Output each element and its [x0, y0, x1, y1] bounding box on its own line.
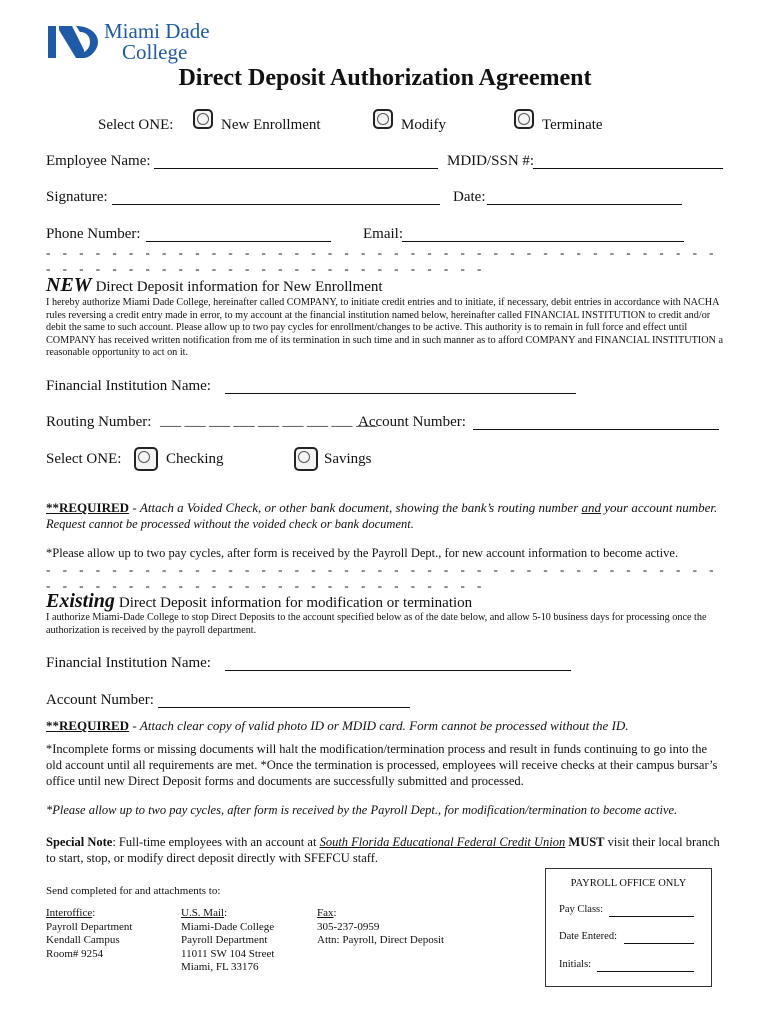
initials-label: Initials: [559, 959, 592, 970]
interoffice-block: Interoffice: Payroll Department Kendall Campus Room# 9254 [46, 907, 133, 960]
section-divider: - - - - - - - - - - - - - - - - - - - - - - - - - - - - - - - - - - - - - - - - - - - - - - - - - - - - - - - - - - - - - - - - - - - - [46, 245, 718, 276]
select-one-label: Select ONE: [98, 117, 174, 133]
mail-line: Miami-Dade College [181, 920, 275, 933]
incomplete-note: *Incomplete forms or missing documents will halt the modification/termination process and result in funds continuing to go into the old account until all requirements are met. *Once the termination is processed, employees will receive checks at their campus bursar’s office until new Direct Deposit forms and documents are successfully submitted and processed. [46, 742, 718, 788]
phone-label: Phone Number: [46, 226, 141, 242]
fax-line: Attn: Payroll, Direct Deposit [317, 934, 445, 946]
logo-line-2: College [122, 40, 188, 64]
checking-checkbox[interactable] [134, 447, 158, 471]
new-enrollment-label: New Enrollment [221, 117, 321, 133]
special-note-label: Special Note [46, 835, 113, 849]
send-heading: Send completed for and attachments to: [46, 885, 221, 897]
terminate-label: Terminate [542, 117, 603, 133]
routing-field[interactable]: ___ ___ ___ ___ ___ ___ ___ ___ ___ [160, 414, 377, 429]
employee-name-label: Employee Name: [46, 153, 151, 169]
signature-label: Signature: [46, 189, 108, 205]
routing-label: Routing Number: [46, 414, 152, 430]
new-institution-label: Financial Institution Name: [46, 378, 211, 394]
section-divider-2: - - - - - - - - - - - - - - - - - - - - - - - - - - - - - - - - - - - - - - - - - - - - - - - - - - - - - - - - - - - - - - - - - - - - [46, 562, 718, 593]
terminate-checkbox[interactable] [514, 109, 534, 129]
new-required-and: and [581, 500, 602, 515]
existing-required-label: **REQUIRED [46, 718, 130, 733]
college-logo-icon [46, 22, 100, 62]
phone-field[interactable] [146, 241, 331, 242]
account-label: Account Number: [358, 414, 466, 430]
date-entered-field[interactable] [624, 943, 694, 944]
mail-line: Miami, FL 33176 [181, 961, 259, 973]
checking-label: Checking [166, 451, 224, 467]
new-required-line-2: Request cannot be processed without the voided check or bank document. [46, 517, 414, 531]
new-required-text-1: Attach a Voided Check, or other bank document, showing the bank’s routing number [139, 500, 582, 515]
new-required-text-2: your account number. [601, 500, 718, 515]
modify-label: Modify [401, 117, 446, 133]
interoffice-line: Payroll Department [46, 920, 133, 933]
form-title: Direct Deposit Authorization Agreement [178, 65, 592, 91]
email-field[interactable] [402, 241, 684, 242]
new-heading-text: Direct Deposit information for New Enrollment [95, 279, 383, 295]
existing-institution-field[interactable] [225, 670, 571, 671]
special-note-text-2: visit their local branch to start, stop, or modify direct deposit directly with SFEFCU staff. [46, 835, 720, 865]
mdid-ssn-label: MDID/SSN #: [447, 153, 535, 169]
existing-allow-note: *Please allow up to two pay cycles, after form is received by the Payroll Dept., for modification/termination to become active. [46, 803, 678, 817]
existing-authorization-text: I authorize Miami-Dade College to stop Direct Deposits to the account specified below as of the date below, and allow 5-10 business days for processing once the authorization is received by the payroll department. [46, 612, 707, 636]
account-field[interactable] [473, 429, 719, 430]
pay-class-field[interactable] [609, 916, 694, 917]
new-institution-field[interactable] [225, 393, 576, 394]
fax-title: Fax [317, 907, 334, 919]
payroll-office-title: PAYROLL OFFICE ONLY [570, 878, 687, 889]
employee-name-field[interactable] [154, 168, 438, 169]
existing-required-note: **REQUIRED - Attach clear copy of valid photo ID or MDID card. Form cannot be processed without the ID. [46, 718, 629, 733]
savings-label: Savings [324, 451, 372, 467]
payroll-office-box [545, 868, 712, 987]
existing-institution-label: Financial Institution Name: [46, 655, 211, 671]
mail-block: U.S. Mail: Miami-Dade College Payroll Department 11011 SW 104 Street Miami, FL 33176 [181, 907, 275, 973]
initials-field[interactable] [597, 971, 694, 972]
modify-checkbox[interactable] [373, 109, 393, 129]
existing-heading-text: Direct Deposit information for modification or termination [118, 595, 473, 611]
special-note [46, 834, 726, 866]
new-authorization-text: I hereby authorize Miami Dade College, hereinafter called COMPANY, to initiate credit entries and to initiate, if necessary, debit entries in accordance with NACHA rules reversing a credit entry made in error, to my account at the financial institution named below, hereinafter called FINANCIAL INSTITUTION to credit and/or debit the same to such account. Please allow up to two pay cycles for enrollment/changes to be active. This authority is to remain in full force and effect until COMPANY has received written notification from me of its termination in such time and in such manner as to afford COMPANY and FINANCIAL INSTITUTION a reasonable opportunity to act on it. [46, 297, 723, 359]
existing-section-heading [46, 590, 472, 613]
interoffice-title: Interoffice [46, 907, 93, 919]
date-field[interactable] [487, 204, 682, 205]
college-logo [46, 20, 221, 64]
new-required-note: **REQUIRED - Attach a Voided Check, or other bank document, showing the bank’s routing number and your account number. [46, 500, 718, 515]
existing-account-label: Account Number: [46, 692, 154, 708]
date-label: Date: [453, 189, 486, 205]
special-note-must: MUST [568, 835, 605, 849]
savings-checkbox[interactable] [294, 447, 318, 471]
account-type-label: Select ONE: [46, 451, 122, 467]
interoffice-line: Room# 9254 [46, 947, 104, 960]
pay-class-label: Pay Class: [559, 904, 604, 915]
new-section-heading [46, 274, 383, 297]
interoffice-line: Kendall Campus [46, 934, 120, 946]
new-required-label: **REQUIRED [46, 500, 130, 515]
new-enrollment-checkbox[interactable] [193, 109, 213, 129]
existing-account-field[interactable] [158, 707, 410, 708]
special-note-text-1: : Full-time employees with an account at [112, 835, 320, 849]
logo-line-1: Miami Dade [104, 19, 210, 43]
fax-line: 305-237-0959 [317, 920, 380, 933]
credit-union-link: South Florida Educational Federal Credit Union [319, 835, 566, 849]
date-entered-label: Date Entered: [559, 931, 618, 942]
mail-line: Payroll Department [181, 934, 268, 946]
mdid-ssn-field[interactable] [533, 168, 723, 169]
mail-title: U.S. Mail [181, 907, 225, 919]
new-allow-note: *Please allow up to two pay cycles, after form is received by the Payroll Dept., for new account information to become active. [46, 546, 679, 560]
email-label: Email: [363, 226, 403, 242]
new-big-label: NEW [46, 274, 92, 296]
signature-field[interactable] [112, 204, 440, 205]
existing-required-text: Attach clear copy of valid photo ID or MDID card. Form cannot be processed without the ID. [139, 718, 629, 733]
fax-block: Fax: 305-237-0959 Attn: Payroll, Direct Deposit [317, 907, 445, 946]
existing-big-label: Existing [46, 590, 115, 612]
mail-line: 11011 SW 104 Street [181, 947, 275, 960]
